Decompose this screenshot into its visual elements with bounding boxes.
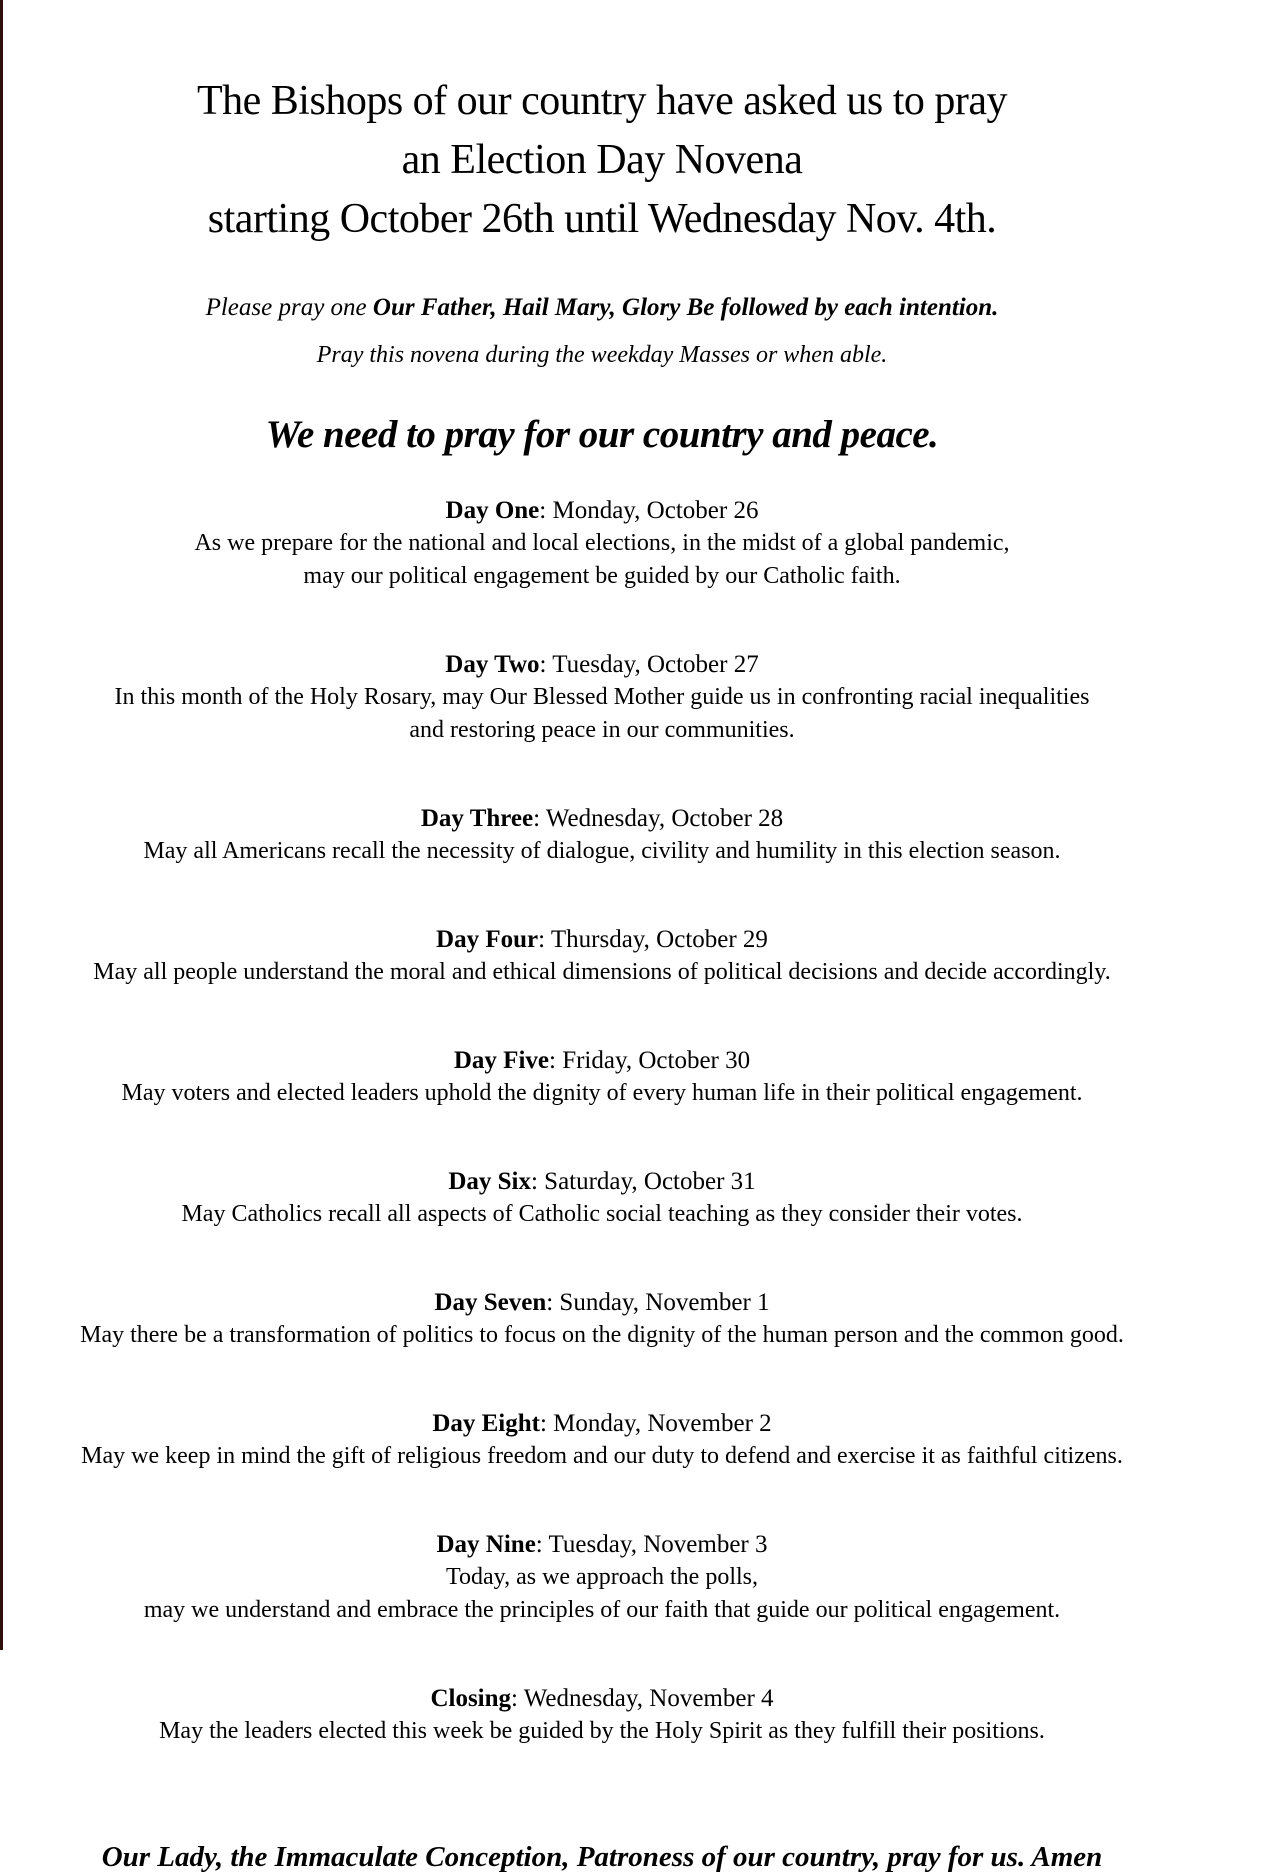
day-six-date: : Saturday, October 31	[530, 1168, 756, 1195]
day-two-section	[32, 648, 1172, 747]
closing-intention-line: May the leaders elected this week be guided by the Holy Spirit as they fulfill their positions.	[159, 1718, 1045, 1744]
day-five-heading	[32, 1044, 1172, 1077]
day-three-date: : Wednesday, October 28	[533, 805, 784, 832]
intro-instruction-prayers: Our Father, Hail Mary, Glory Be followed by each intention.	[372, 294, 999, 321]
day-nine-section	[32, 1528, 1172, 1627]
day-four-section	[32, 923, 1172, 989]
day-seven-date: : Sunday, November 1	[546, 1289, 770, 1316]
day-nine-intention-line: may we understand and embrace the principles of our faith that guide our political engagement.	[143, 1597, 1061, 1623]
document-title	[32, 0, 1172, 249]
intro-instruction-prefix: Please pray one	[205, 294, 373, 321]
day-eight-date: : Monday, November 2	[539, 1410, 772, 1437]
title-line-1: The Bishops of our country have asked us to pray	[197, 78, 1007, 124]
intro-instruction-2: Pray this novena during the weekday Masses or when able.	[316, 342, 888, 368]
day-seven-section	[32, 1286, 1172, 1352]
day-two-intention-line: In this month of the Holy Rosary, may Our Blessed Mother guide us in confronting racial inequalities	[114, 684, 1090, 710]
day-one-intention-line: As we prepare for the national and local elections, in the midst of a global pandemic,	[194, 530, 1010, 556]
closing-heading	[32, 1682, 1172, 1715]
day-three-heading	[32, 802, 1172, 835]
closing-prayer: Our Lady, the Immaculate Conception, Patroness of our country, pray for us. Amen	[101, 1841, 1103, 1873]
day-one-intention-line: may our political engagement be guided by our Catholic faith.	[303, 563, 901, 589]
day-five-section	[32, 1044, 1172, 1110]
day-six-label: Day Six	[448, 1168, 531, 1195]
day-two-label: Day Two	[445, 651, 540, 678]
day-one-label: Day One	[445, 497, 540, 524]
day-eight-intention-line: May we keep in mind the gift of religious freedom and our duty to defend and exercise it as faithful citizens.	[81, 1443, 1123, 1469]
day-one-section	[32, 494, 1172, 593]
day-seven-label: Day Seven	[434, 1289, 547, 1316]
day-nine-label: Day Nine	[436, 1531, 536, 1558]
title-line-2: an Election Day Novena	[401, 137, 803, 183]
day-two-intention-line: and restoring peace in our communities.	[409, 717, 795, 743]
day-four-heading	[32, 923, 1172, 956]
day-six-heading	[32, 1165, 1172, 1198]
day-five-intention-line: May voters and elected leaders uphold the dignity of every human life in their political engagement.	[121, 1080, 1083, 1106]
day-nine-heading	[32, 1528, 1172, 1561]
day-two-date: : Tuesday, October 27	[539, 651, 759, 678]
day-five-date: : Friday, October 30	[549, 1047, 751, 1074]
day-one-date: : Monday, October 26	[539, 497, 759, 524]
day-four-intention-line: May all people understand the moral and ethical dimensions of political decisions and decide accordingly.	[93, 959, 1111, 985]
day-eight-label: Day Eight	[432, 1410, 540, 1437]
closing-date: : Wednesday, November 4	[511, 1685, 774, 1712]
day-nine-intention-line: Today, as we approach the polls,	[446, 1564, 758, 1590]
day-five-label: Day Five	[453, 1047, 549, 1074]
day-six-section	[32, 1165, 1172, 1231]
day-one-heading	[32, 494, 1172, 527]
page-edge-stripe	[0, 0, 3, 1650]
title-line-3: starting October 26th until Wednesday Nov. 4th.	[207, 196, 997, 242]
intro-instruction	[32, 293, 1172, 323]
day-six-intention-line: May Catholics recall all aspects of Catholic social teaching as they consider their votes.	[181, 1201, 1023, 1227]
day-seven-intention-line: May there be a transformation of politics to focus on the dignity of the human person and the common good.	[80, 1322, 1124, 1348]
pray-heading: We need to pray for our country and peace.	[265, 413, 939, 456]
day-three-label: Day Three	[420, 805, 534, 832]
day-two-heading	[32, 648, 1172, 681]
day-seven-heading	[32, 1286, 1172, 1319]
closing-label: Closing	[430, 1685, 512, 1712]
document-page	[32, 0, 1172, 1874]
day-nine-date: : Tuesday, November 3	[535, 1531, 768, 1558]
day-three-section	[32, 802, 1172, 868]
closing-section	[32, 1682, 1172, 1748]
day-eight-heading	[32, 1407, 1172, 1440]
day-four-date: : Thursday, October 29	[538, 926, 768, 953]
day-four-label: Day Four	[436, 926, 539, 953]
day-eight-section	[32, 1407, 1172, 1473]
day-three-intention-line: May all Americans recall the necessity of dialogue, civility and humility in this election season.	[143, 838, 1061, 864]
